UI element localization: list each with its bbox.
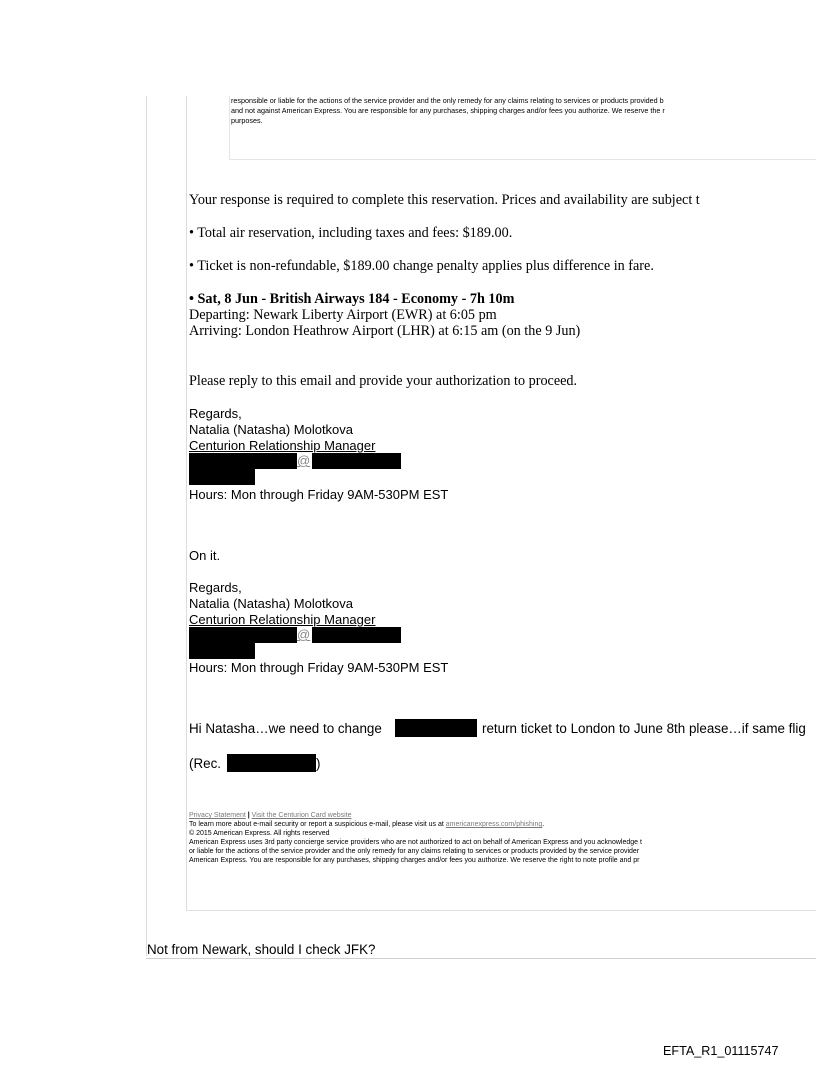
reservation-refund-bullet: • Ticket is non-refundable, $189.00 change penalty applies plus difference in fare. — [189, 258, 654, 274]
redaction-block — [189, 469, 255, 485]
redaction-block — [189, 627, 297, 643]
reservation-intro: Your response is required to complete this reservation. Prices and availability are subject t — [189, 192, 700, 208]
signature-regards: Regards, — [189, 580, 242, 595]
bates-number: EFTA_R1_01115747 — [663, 1044, 779, 1058]
security-suffix: . — [542, 821, 545, 828]
redaction-block — [312, 453, 401, 469]
flight-header: • Sat, 8 Jun - British Airways 184 - Economy - 7h 10m — [189, 291, 515, 307]
centurion-website-link[interactable]: Visit the Centurion Card website — [251, 812, 352, 819]
redaction-block — [312, 627, 401, 643]
signature-title: Centurion Relationship Manager — [189, 438, 376, 453]
request-rec-suffix: ) — [316, 756, 321, 771]
outer-quote-border — [146, 96, 147, 956]
signature-regards: Regards, — [189, 406, 242, 421]
reply-request: Please reply to this email and provide your authorization to proceed. — [189, 373, 578, 389]
footer-disclaimer-line-1: American Express uses 3rd party concierge service providers who are not authorized to act on behalf of American Express and you acknowledge t — [189, 839, 642, 846]
signature-name: Natalia (Natasha) Molotkova — [189, 596, 354, 611]
inner-quote-border — [186, 96, 187, 911]
copyright: © 2015 American Express. All rights reserved — [189, 830, 330, 837]
redaction-block — [227, 754, 316, 772]
outer-quote-divider — [146, 958, 816, 959]
signature-name: Natalia (Natasha) Molotkova — [189, 422, 354, 437]
reservation-total-bullet: • Total air reservation, including taxes and fees: $189.00. — [189, 225, 513, 241]
flight-arriving: Arriving: London Heathrow Airport (LHR) at 6:15 am (on the 9 Jun) — [189, 323, 581, 339]
footer-separator: | — [245, 812, 252, 819]
request-part-1: Hi Natasha…we need to change — [189, 721, 382, 736]
footer-disclaimer-line-3: American Express. You are responsible for any purchases, shipping charges and/or fees you authorize. We reserve the right to note profile and pr — [189, 857, 640, 864]
privacy-statement-link[interactable]: Privacy Statement — [189, 812, 246, 819]
latest-reply: Not from Newark, should I check JFK? — [147, 942, 376, 957]
request-rec-prefix: (Rec. — [189, 756, 221, 771]
security-text: To learn more about e-mail security or report a suspicious e-mail, please visit us at — [189, 821, 446, 828]
signature-hours: Hours: Mon through Friday 9AM-530PM EST — [189, 660, 449, 675]
redaction-block — [189, 453, 297, 469]
signature-hours: Hours: Mon through Friday 9AM-530PM EST — [189, 487, 449, 502]
signature-email-at: @ — [297, 453, 311, 468]
top-disclaimer-line-1: responsible or liable for the actions of the service provider and the only remedy for any claims relating to services or products provided b — [231, 96, 664, 105]
signature-email-at: @ — [297, 627, 311, 642]
top-disclaimer-line-2: and not against American Express. You are responsible for any purchases, shipping charges and/or fees you authorize. We reserve the r — [231, 106, 665, 115]
footer-disclaimer-line-2: or liable for the actions of the service provider and the only remedy for any claims relating to services or products provided by the service provider — [189, 848, 640, 855]
redaction-block — [189, 643, 255, 659]
flight-departing: Departing: Newark Liberty Airport (EWR) at 6:05 pm — [189, 307, 497, 323]
redaction-block — [395, 719, 477, 737]
reply-on-it: On it. — [189, 548, 221, 563]
top-disclaimer-line-3: purposes. — [231, 116, 263, 125]
signature-title: Centurion Relationship Manager — [189, 612, 376, 627]
inner-quote-divider — [186, 910, 816, 911]
request-part-2: return ticket to London to June 8th please…if same flig — [482, 721, 806, 736]
phishing-link[interactable]: americanexpress.com/phishing — [445, 821, 543, 828]
